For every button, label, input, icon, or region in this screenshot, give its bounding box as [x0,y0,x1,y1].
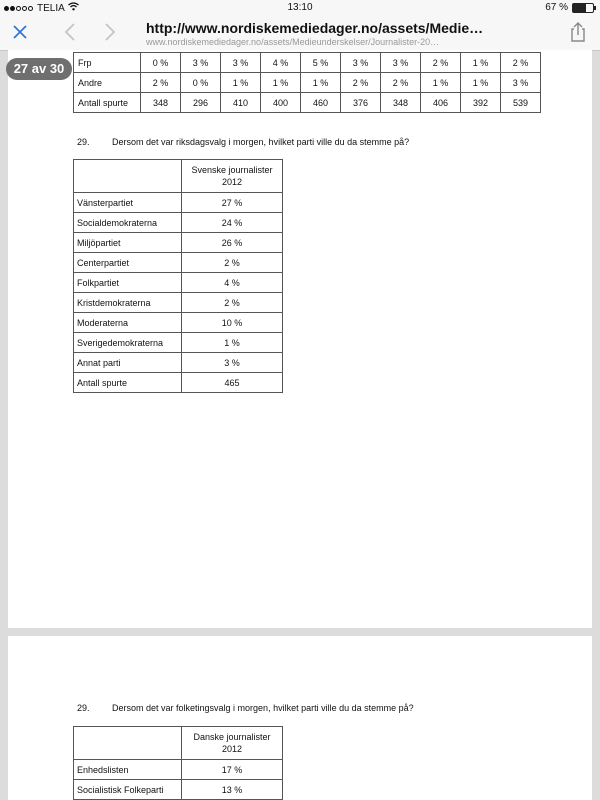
table-cell: 460 [301,93,341,113]
party-value: 10 % [182,313,283,333]
table-row [74,780,283,800]
header-line: Svenske journalister [191,165,273,175]
table-row [74,333,283,353]
table-cell: 2 % [141,73,181,93]
table-cell: 3 % [381,53,421,73]
table-cell: 2 % [341,73,381,93]
table-cell: 3 % [181,53,221,73]
party-table [73,726,283,800]
party-name: Antall spurte [74,373,182,393]
table-cell: 1 % [221,73,261,93]
table-cell: 1 % [261,73,301,93]
page-title: http://www.nordiskemediedager.no/assets/Medie… [146,20,484,36]
row-label: Antall spurte [74,93,141,113]
table-cell: 1 % [461,73,501,93]
document-page [8,636,592,800]
party-value: 13 % [182,780,283,800]
header-line: Danske journalister [193,732,271,742]
url-label: www.nordiskemediedager.no/assets/Medieunderskelser/Journalister-20… [146,37,440,47]
clock: 13:10 [287,2,313,13]
party-value: 2 % [182,293,283,313]
table-row [74,213,283,233]
party-name: Moderaterna [74,313,182,333]
table-cell: 4 % [261,53,301,73]
table-cell: 2 % [381,73,421,93]
table-cell: 410 [221,93,261,113]
battery-percent: 67 % [545,2,568,13]
row-label: Andre [74,73,141,93]
party-value: 24 % [182,213,283,233]
party-name: Socialdemokraterna [74,213,182,233]
header-empty-cell [74,160,182,193]
party-name: Enhedslisten [74,760,182,780]
table-cell: 296 [181,93,221,113]
carrier-label: TELIA [37,2,65,14]
table-row [74,353,283,373]
battery-icon [572,3,594,13]
table-row [74,193,283,213]
party-name: Miljöpartiet [74,233,182,253]
table-cell: 376 [341,93,381,113]
party-value: 17 % [182,760,283,780]
table-cell: 5 % [301,53,341,73]
status-bar [0,0,600,16]
table-row [74,273,283,293]
document-page [8,50,592,628]
table-cell: 539 [501,93,541,113]
table-cell: 1 % [461,53,501,73]
party-name: Centerpartiet [74,253,182,273]
party-value: 3 % [182,353,283,373]
results-table [73,52,541,113]
header-cell [182,727,283,760]
table-cell: 400 [261,93,301,113]
table-cell: 3 % [501,73,541,93]
party-name: Sverigedemokraterna [74,333,182,353]
table-cell: 0 % [141,53,181,73]
party-name: Folkpartiet [74,273,182,293]
party-name: Kristdemokraterna [74,293,182,313]
question-text: Dersom det var folketingsvalg i morgen, hvilket parti ville du da stemme på? [112,703,414,713]
table-cell: 348 [381,93,421,113]
header-year: 2012 [221,177,243,187]
table-cell: 2 % [501,53,541,73]
table-row [74,373,283,393]
table-cell: 348 [141,93,181,113]
table-row [74,53,541,73]
party-table [73,159,283,393]
table-cell: 0 % [181,73,221,93]
party-value: 26 % [182,233,283,253]
party-value: 465 [182,373,283,393]
table-row [74,313,283,333]
party-name: Vänsterpartiet [74,193,182,213]
table-row [74,760,283,780]
page-indicator: 27 av 30 [6,58,72,80]
party-name: Annat parti [74,353,182,373]
close-icon[interactable] [8,20,32,44]
party-value: 4 % [182,273,283,293]
header-cell [182,160,283,193]
browser-toolbar [0,16,600,51]
share-icon[interactable] [566,20,590,44]
question-number: 29. [77,703,90,713]
table-row [74,93,541,113]
table-cell: 1 % [301,73,341,93]
party-name: Socialistisk Folkeparti [74,780,182,800]
table-row [74,253,283,273]
table-cell: 392 [461,93,501,113]
question-number: 29. [77,137,90,147]
table-cell: 2 % [421,53,461,73]
party-value: 27 % [182,193,283,213]
table-cell: 1 % [421,73,461,93]
table-row [74,293,283,313]
table-cell: 3 % [341,53,381,73]
table-header-row [74,727,283,760]
party-value: 2 % [182,253,283,273]
header-year: 2012 [221,744,243,754]
table-cell: 3 % [221,53,261,73]
forward-icon[interactable] [98,20,122,44]
table-cell: 406 [421,93,461,113]
table-row [74,233,283,253]
back-icon[interactable] [58,20,82,44]
party-value: 1 % [182,333,283,353]
header-empty-cell [74,727,182,760]
row-label: Frp [74,53,141,73]
table-header-row [74,160,283,193]
question-text: Dersom det var riksdagsvalg i morgen, hvilket parti ville du da stemme på? [112,137,410,147]
table-row [74,73,541,93]
